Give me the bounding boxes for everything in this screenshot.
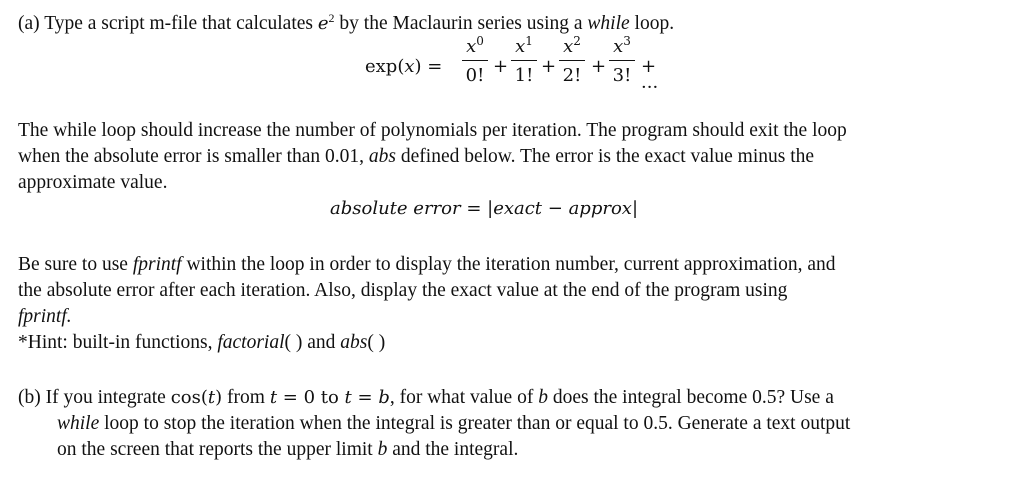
para1-line3: approximate value.	[18, 172, 168, 193]
hint-line: *Hint: built-in functions, factorial( ) and abs( )	[18, 332, 386, 353]
formula-tail: + ···	[641, 56, 659, 98]
fraction-term: $x^0$ 0!	[461, 34, 489, 89]
absolute-error-equation: absolute error = |exact − approx|	[330, 198, 639, 219]
fraction-term: $x^1$ 1!	[510, 34, 538, 89]
part-b-label: (b)	[18, 387, 41, 408]
para2-line3: fprintf.	[18, 306, 72, 327]
para1-line2: when the absolute error is smaller than 0.01, abs defined below. The error is the exact value minus the	[18, 146, 815, 167]
plus-sign: +	[591, 56, 607, 77]
formula-lhs: exp(x) =	[365, 56, 443, 77]
part-b-line3: on the screen that reports the upper limit b and the integral.	[57, 439, 519, 460]
fraction-term: $x^2$ 2!	[558, 34, 586, 89]
part-a-label: (a)	[18, 13, 40, 34]
fraction-term: $x^3$ 3!	[608, 34, 636, 89]
part-a-heading: (a) Type a script m-file that calculates $e^2$ by the Maclaurin series using a while loop.	[18, 11, 675, 34]
para1-line1: The while loop should increase the number of polynomials per iteration. The program should exit the loop	[18, 120, 847, 141]
plus-sign: +	[493, 56, 509, 77]
part-b-line1: (b) If you integrate cos(t) from t = 0 to t = b, for what value of b does the integral become 0.5? Use a	[18, 387, 834, 408]
plus-sign: +	[541, 56, 557, 77]
part-b-line2: while loop to stop the iteration when the integral is greater than or equal to 0.5. Generate a text output	[57, 413, 851, 434]
para2-line2: the absolute error after each iteration. Also, display the exact value at the end of the program using	[18, 280, 788, 301]
e-base: e	[317, 13, 329, 34]
para2-line1: Be sure to use fprintf within the loop in order to display the iteration number, current approximation, and	[18, 254, 836, 275]
